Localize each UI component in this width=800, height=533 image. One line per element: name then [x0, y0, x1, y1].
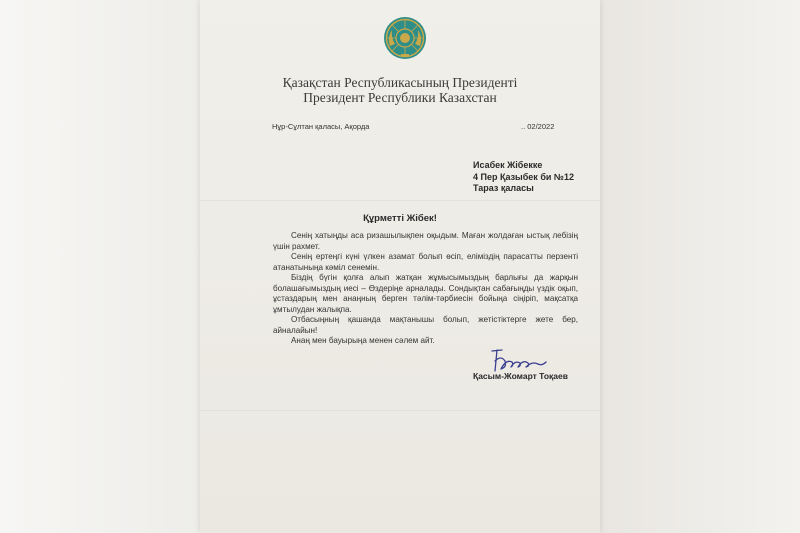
paper-fold: [200, 200, 600, 201]
letter-page: [200, 0, 600, 533]
letter-body: [273, 231, 578, 347]
addressee-city: Тараз қаласы: [473, 183, 534, 193]
signer-name: Қасым-Жомарт Тоқаев: [473, 371, 568, 381]
header-title-kazakh: Қазақстан Республикасының Президенті: [282, 75, 518, 90]
paper-fold: [200, 410, 600, 411]
paragraph: Отбасыңның қашанда мақтанышы болып, жетістіктерге жете бер, айналайын!: [273, 315, 578, 335]
place-line: Нұр-Сұлтан қаласы, Ақорда: [272, 122, 370, 131]
addressee-block: [473, 160, 574, 195]
paragraph: Сенің ертеңгі күні үлкен азамат болып өсіп, еліміздің парасатты перзенті атанатыныңа кәміл сенемін.: [273, 252, 578, 272]
state-emblem-icon: [383, 16, 427, 60]
background-right: [600, 0, 800, 533]
background-left: [0, 0, 200, 533]
addressee-street: 4 Пер Қазыбек би №12: [473, 171, 574, 182]
addressee-name: Исабек Жібекке: [473, 160, 543, 170]
paragraph: Сенің хатыңды аса ризашылықпен оқыдым. Маған жолдаған ыстық лебізің үшін рахмет.: [273, 231, 578, 251]
date-line: .. 02/2022: [521, 122, 555, 131]
paragraph: Біздің бүгін қолға алып жатқан жұмысымыздың барлығы да жарқын болашағымыздың иесі – Өздеріңе арналады. Сондықтан сабағыңды үздік оқып, ұстаздарың мен анаңның берген тәлім-тәрбиесін бойыңа сіңіріп, мақсатқа ұмтылудан жалықпа.: [273, 273, 578, 314]
header-title-russian: Президент Республики Казахстан: [303, 90, 497, 105]
paragraph: Анаң мен бауырыңа менен сәлем айт.: [291, 336, 435, 345]
salutation: Құрметті Жібек!: [363, 213, 437, 224]
